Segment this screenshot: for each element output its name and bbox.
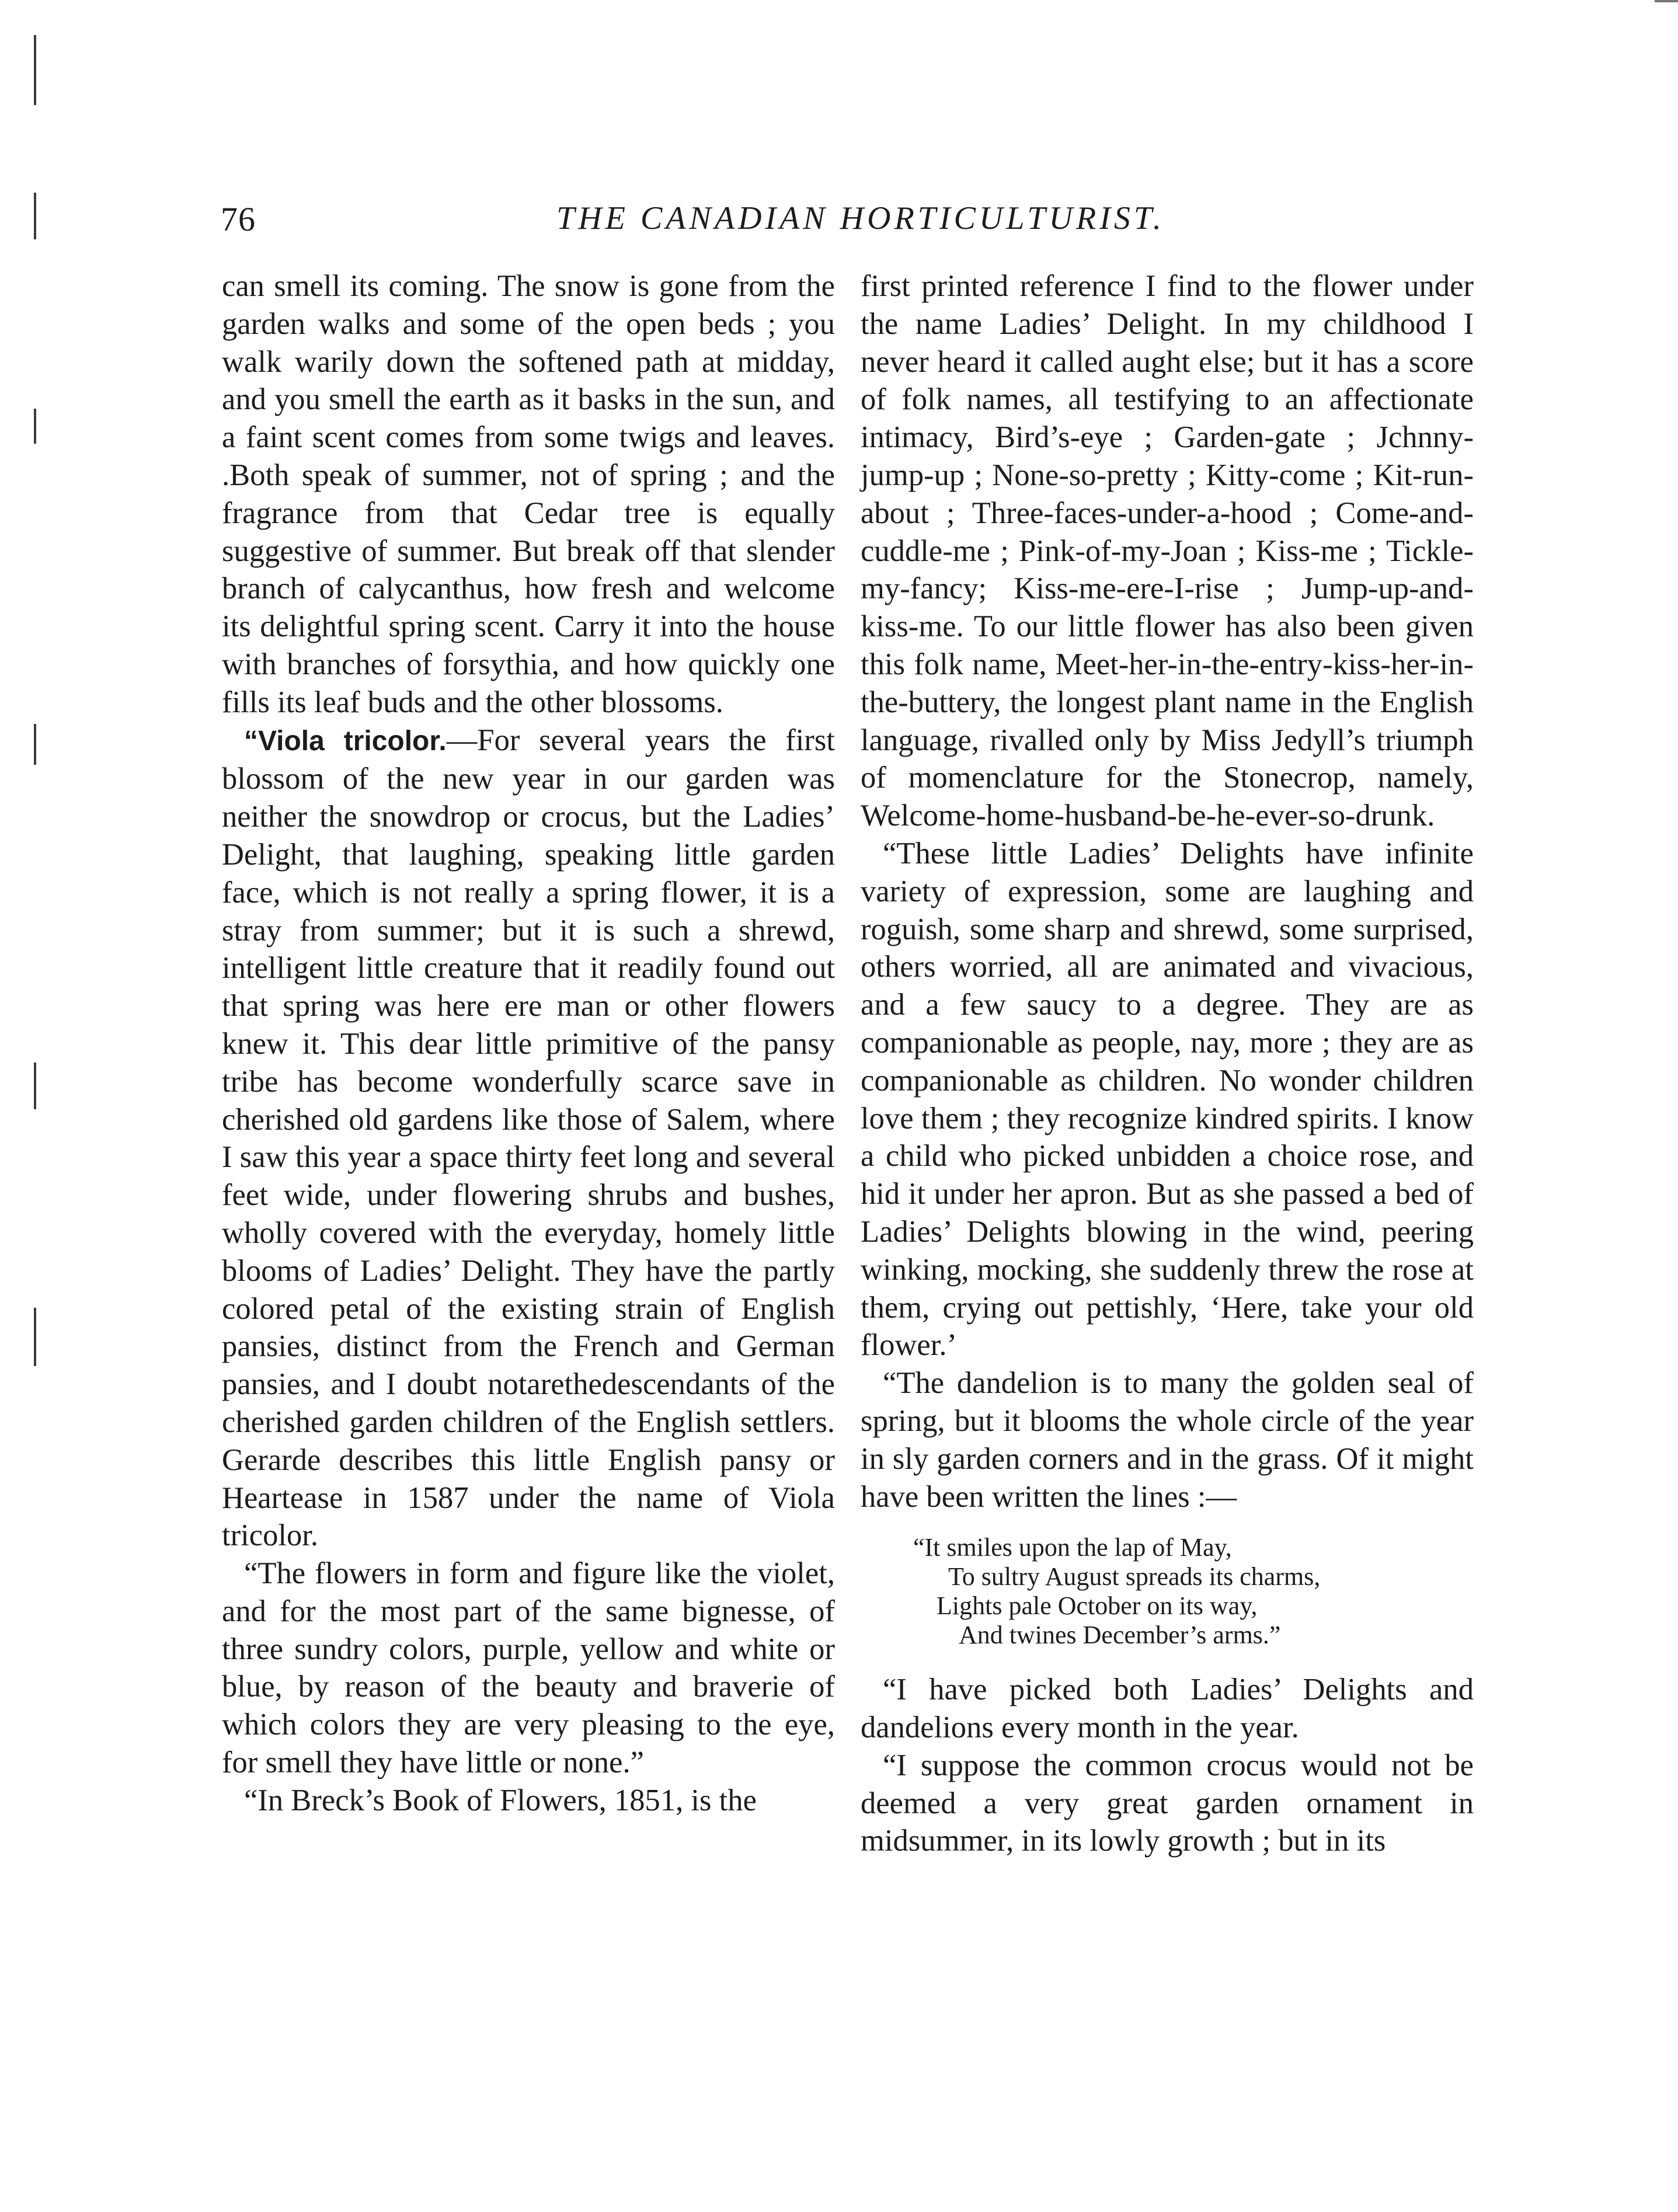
margin-binding-mark [34,1308,36,1366]
paragraph: “The dandelion is to many the golden seal of spring, but it blooms the whole circle of the year in sly garden corners and in the grass. Of it might have been written the lines :— [861,1366,1474,1514]
margin-binding-mark [34,35,36,105]
verse-line: To sultry August spreads its charms, [948,1562,1321,1591]
paragraph: “In Breck’s Book of Flowers, 1851, is the [244,1783,757,1817]
verse-line: “It smiles upon the lap of May, [913,1533,1232,1562]
running-title: THE CANADIAN HORTICULTURIST. [556,200,1165,236]
page-number: 76 [221,200,256,238]
margin-binding-mark [34,193,36,239]
margin-binding-mark [34,1063,36,1109]
verse-quote [861,1533,1474,1650]
right-column [861,267,1474,1860]
paragraph: “I have picked both Ladies’ Delights and dandelions every month in the year. [861,1673,1474,1745]
verse-line: Lights pale October on its way, [937,1591,1258,1621]
paragraph [222,722,835,1555]
margin-binding-mark [34,409,36,444]
paragraph: “These little Ladies’ Delights have infinite variety of expression, some are laughing and roguish, some sharp and shrewd, some surprised, others worried, all are animated and vivacious, and a few saucy to a degree. They are as companionable as people, nay, more ; they are as companionable as children. No wonder children love them ; they recognize kindred spirits. I know a child who picked unbidden a choice rose, and hid it under her apron. But as she passed a bed of Ladies’ Delights blowing in the wind, peering winking, mocking, she suddenly threw the rose at them, crying out pettishly, ‘Here, take your old flower.’ [861,836,1474,1363]
left-column [222,267,835,1820]
paragraph: “The flowers in form and figure like the violet, and for the most part of the same bignesse, of three sundry colors, purple, yellow and white or blue, by reason of the beauty and braverie of which colors they are very pleasing to the eye, for smell they have little or none.” [222,1556,835,1780]
paragraph-text: —For several years the first blossom of the new year in our garden was neither the snowdrop or crocus, but the Ladies’ Delight, that laughing, speaking little garden face, which is not really a spring flower, it is a stray from summer; but it is such a shrewd, intelligent little creature that it readily found out that spring was here ere man or other flowers knew it. This dear little primitive of the pansy tribe has become wonderfully scarce save in cherished old gardens like those of Salem, where I saw this year a space thirty feet long and several feet wide, under flowering shrubs and bushes, wholly covered with the everyday, homely little blooms of Ladies’ Delight. They have the partly colored petal of the existing strain of English pansies, distinct from the French and German pansies, and I doubt notarethedescendants of the cherished garden children of the English settlers. Gerarde describes this little English pansy or Heartease in 1587 under the name of Viola tricolor. [222,723,835,1553]
paragraph: can smell its coming. The snow is gone from the garden walks and some of the open beds ; you walk warily down the softened path at midday, and you smell the earth as it basks in the sun, and a faint scent comes from some twigs and leaves. .Both speak of summer, not of spring ; and the fragrance from that Cedar tree is equally suggestive of summer. But break off that slender branch of calycanthus, how fresh and welcome its delightful spring scent. Carry it into the house with branches of forsythia, and how quickly one fills its leaf buds and the other blossoms. [222,269,835,719]
margin-binding-mark [34,724,36,765]
page-header [218,200,1479,252]
run-in-heading: “Viola tricolor. [244,725,447,757]
corner-scan-mark [1655,0,1678,2]
verse-line: And twines December’s arms.” [959,1621,1281,1650]
paragraph: first printed reference I find to the flower under the name Ladies’ Delight. In my childhood I never heard it called aught else; but it has a score of folk names, all testifying to an affectionate intimacy, Bird’s-eye ; Garden-gate ; Jchnny-jump-up ; None-so-pretty ; Kitty-come ; Kit-run-about ; Three-faces-under-a-hood ; Come-and-cuddle-me ; Pink-of-my-Joan ; Kiss-me ; Tickle-my-fancy; Kiss-me-ere-I-rise ; Jump-up-and-kiss-me. To our little flower has also been given this folk name, Meet-her-in-the-entry-kiss-her-in-the-buttery, the longest plant name in the English language, rivalled only by Miss Jedyll’s triumph of momenclature for the Stonecrop, namely, Welcome-home-husband-be-he-ever-so-drunk. [861,269,1474,833]
paragraph: “I suppose the common crocus would not be deemed a very great garden ornament in midsummer, in its lowly growth ; but in its [861,1748,1474,1858]
